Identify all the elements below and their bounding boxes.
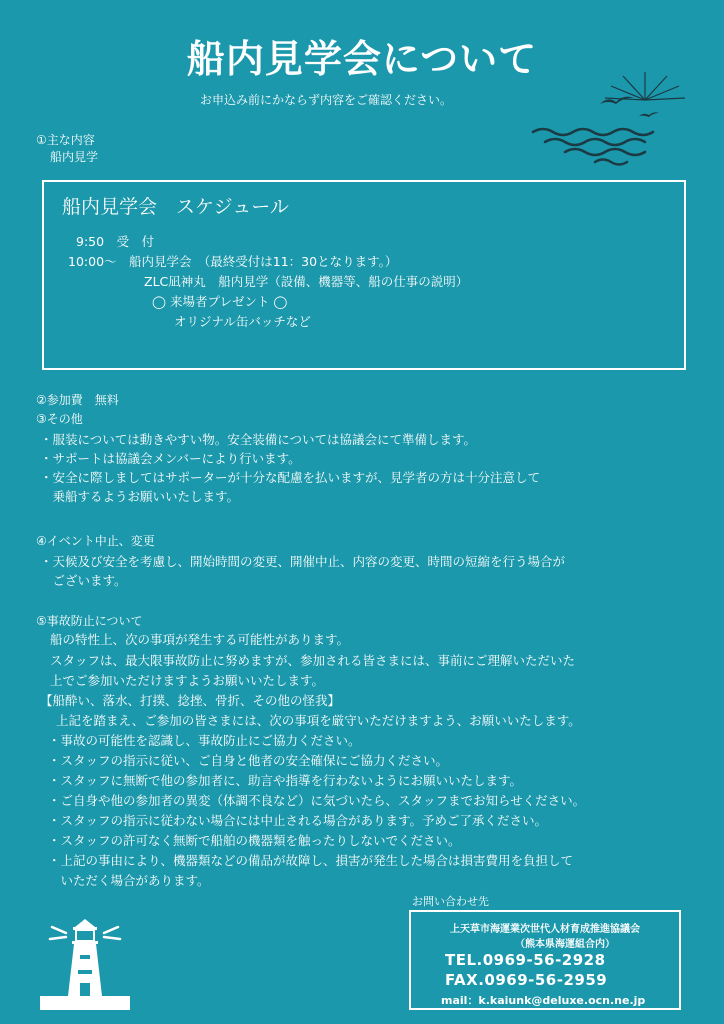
schedule-line: ZLC凪神丸 船内見学（設備、機器等、船の仕事の説明） — [144, 274, 469, 289]
section-other-heading: ③その他 — [36, 412, 83, 426]
section-safety-heading: ⑤事故防止について — [36, 614, 143, 628]
list-item: ・スタッフの許可なく無断で船舶の機器類を触ったりしないでください。 — [48, 833, 461, 848]
contact-fax: FAX.0969-56-2959 — [445, 971, 608, 989]
lighthouse-icon — [40, 915, 130, 1014]
contact-tel: TEL.0969-56-2928 — [445, 951, 606, 969]
section-heading: ①主な内容 — [36, 133, 95, 147]
section-heading: ②参加費 無料 — [36, 393, 119, 407]
section-safety-line: 上記を踏まえ、ご参加の皆さまには、次の事項を厳守いただけますよう、お願いいたします。 — [56, 713, 581, 728]
list-item: ・ご自身や他の参加者の異変（体調不良など）に気づいたら、スタッフまでお知らせください。 — [48, 793, 586, 808]
contact-org-sub: （熊本県海運組合内） — [515, 939, 615, 950]
section-other-body — [40, 430, 540, 506]
list-item: ・事故の可能性を認識し、事故防止にご協力ください。 — [48, 733, 361, 748]
contact-mail: mail：k.kaiunk@deluxe.ocn.ne.jp — [441, 994, 646, 1007]
section-cancel-heading: ④イベント中止、変更 — [36, 534, 155, 548]
page-title: 船内見学会について — [186, 37, 538, 81]
contact-box — [409, 910, 681, 1010]
section-cancel-body — [40, 552, 565, 590]
section-safety-line: 船の特性上、次の事項が発生する可能性があります。 — [50, 632, 350, 647]
list-item: ・上記の事由により、機器類などの備品が故障し、損害が発生した場合は損害費用を負担して — [48, 853, 574, 868]
schedule-title: 船内見学会 スケジュール — [62, 196, 289, 218]
list-item: ・安全に際しましてはサポーターが十分な配慮を払いますが、見学者の方は十分注意して — [40, 470, 541, 485]
schedule-line: 10:00～ 船内見学会 （最終受付は11：30となります。） — [68, 254, 398, 269]
list-item: ・スタッフに無断で他の参加者に、助言や指導を行わないようにお願いいたします。 — [48, 773, 523, 788]
contact-label: お問い合わせ先 — [412, 895, 489, 908]
seagulls-over-waves-icon — [525, 70, 695, 174]
schedule-line: ◯ 来場者プレゼント ◯ — [152, 294, 288, 309]
list-item: ・服装については動きやすい物。安全装備については協議会にて準備します。 — [40, 432, 477, 447]
section-fee — [36, 392, 119, 409]
section-safety-line: スタッフは、最大限事故防止に努めますが、参加される皆さまには、事前にご理解いただいた — [50, 653, 576, 668]
list-item: ございます。 — [40, 573, 127, 588]
list-item: ・スタッフの指示に従い、ご自身と他者の安全確保にご協力ください。 — [48, 753, 449, 768]
list-item: ・天候及び安全を考慮し、開始時間の変更、開催中止、内容の変更、時間の短縮を行う場合が — [40, 554, 566, 569]
schedule-line: 9:50 受 付 — [76, 234, 155, 249]
section-safety-risks: 【船酔い、落水、打撲、捻挫、骨折、その他の怪我】 — [40, 693, 341, 708]
section-main-content — [36, 132, 98, 166]
list-item: 乗船するようお願いいたします。 — [40, 489, 240, 504]
list-item: ・スタッフの指示に従わない場合には中止される場合があります。予めご了承ください。 — [48, 813, 548, 828]
section-text: 船内見学 — [50, 150, 99, 164]
list-item: いただく場合があります。 — [48, 873, 210, 888]
contact-org: 上天草市海運業次世代人材育成推進協議会 — [450, 924, 640, 935]
section-safety-line: 上でご参加いただけますようお願いいたします。 — [50, 673, 325, 688]
schedule-line: オリジナル缶バッチなど — [174, 314, 311, 329]
list-item: ・サポートは協議会メンバーにより行います。 — [40, 451, 301, 466]
schedule-box — [42, 180, 686, 370]
page-subtitle: お申込み前にかならず内容をご確認ください。 — [200, 93, 453, 107]
